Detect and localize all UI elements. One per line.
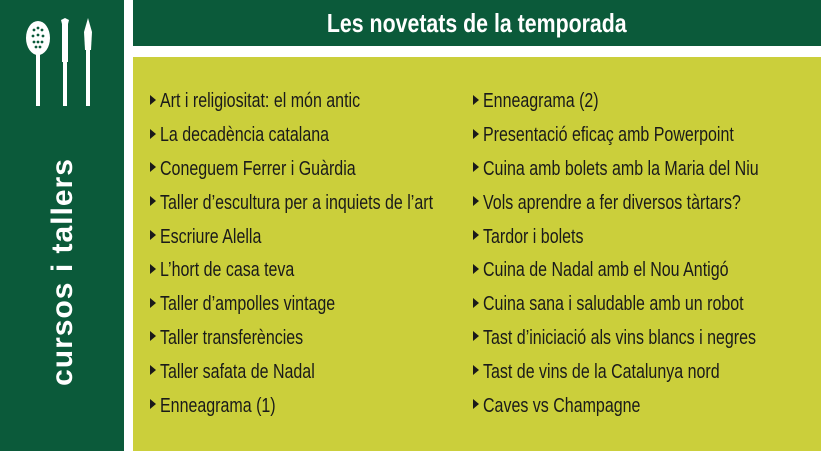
list-item: Coneguem Ferrer i Guàrdia [150, 153, 501, 187]
triangle-bullet-icon [473, 264, 479, 274]
triangle-bullet-icon [473, 129, 479, 139]
triangle-bullet-icon [473, 95, 479, 105]
sidebar-label: cursos i tallers [46, 158, 79, 386]
triangle-bullet-icon [150, 399, 156, 409]
triangle-bullet-icon [150, 95, 156, 105]
list-item: Caves vs Champagne [473, 389, 821, 423]
left-list [150, 85, 501, 423]
triangle-bullet-icon [473, 162, 479, 172]
list-item: Tardor i bolets [473, 220, 821, 254]
list-item: Cuina amb bolets amb la Maria del Niu [473, 153, 821, 187]
header [133, 0, 821, 46]
brush-icon [84, 18, 92, 106]
list-item: Cuina sana i saludable amb un robot [473, 288, 821, 322]
list-item: L’hort de casa teva [150, 254, 501, 288]
list-item: La decadència catalana [150, 119, 501, 153]
triangle-bullet-icon [150, 365, 156, 375]
utensils-icon [18, 18, 106, 108]
list-item: Taller d’escultura per a inquiets de l’art [150, 186, 501, 220]
triangle-bullet-icon [150, 331, 156, 341]
list-item: Vols aprendre a fer diversos tàrtars? [473, 186, 821, 220]
triangle-bullet-icon [150, 264, 156, 274]
right-list [473, 85, 821, 423]
list-item: Enneagrama (2) [473, 85, 821, 119]
list-item: Cuina de Nadal amb el Nou Antigó [473, 254, 821, 288]
list-item: Tast d’iniciació als vins blancs i negres [473, 322, 821, 356]
triangle-bullet-icon [150, 196, 156, 206]
triangle-bullet-icon [473, 365, 479, 375]
knife-icon [61, 18, 69, 106]
page-title: Les novetats de la temporada [327, 7, 627, 38]
sidebar [0, 0, 124, 451]
triangle-bullet-icon [473, 196, 479, 206]
triangle-bullet-icon [150, 129, 156, 139]
list-item: Art i religiositat: el món antic [150, 85, 501, 119]
triangle-bullet-icon [473, 298, 479, 308]
list-item: Taller transferències [150, 322, 501, 356]
triangle-bullet-icon [150, 230, 156, 240]
triangle-bullet-icon [473, 331, 479, 341]
triangle-bullet-icon [473, 230, 479, 240]
triangle-bullet-icon [150, 298, 156, 308]
content-panel [133, 57, 821, 451]
triangle-bullet-icon [473, 399, 479, 409]
list-item: Escriure Alella [150, 220, 501, 254]
skimmer-spoon-icon [26, 21, 50, 106]
list-item: Taller safata de Nadal [150, 355, 501, 389]
list-item: Presentació eficaç amb Powerpoint [473, 119, 821, 153]
triangle-bullet-icon [150, 162, 156, 172]
list-item: Taller d’ampolles vintage [150, 288, 501, 322]
list-item: Tast de vins de la Catalunya nord [473, 355, 821, 389]
list-item: Enneagrama (1) [150, 389, 501, 423]
